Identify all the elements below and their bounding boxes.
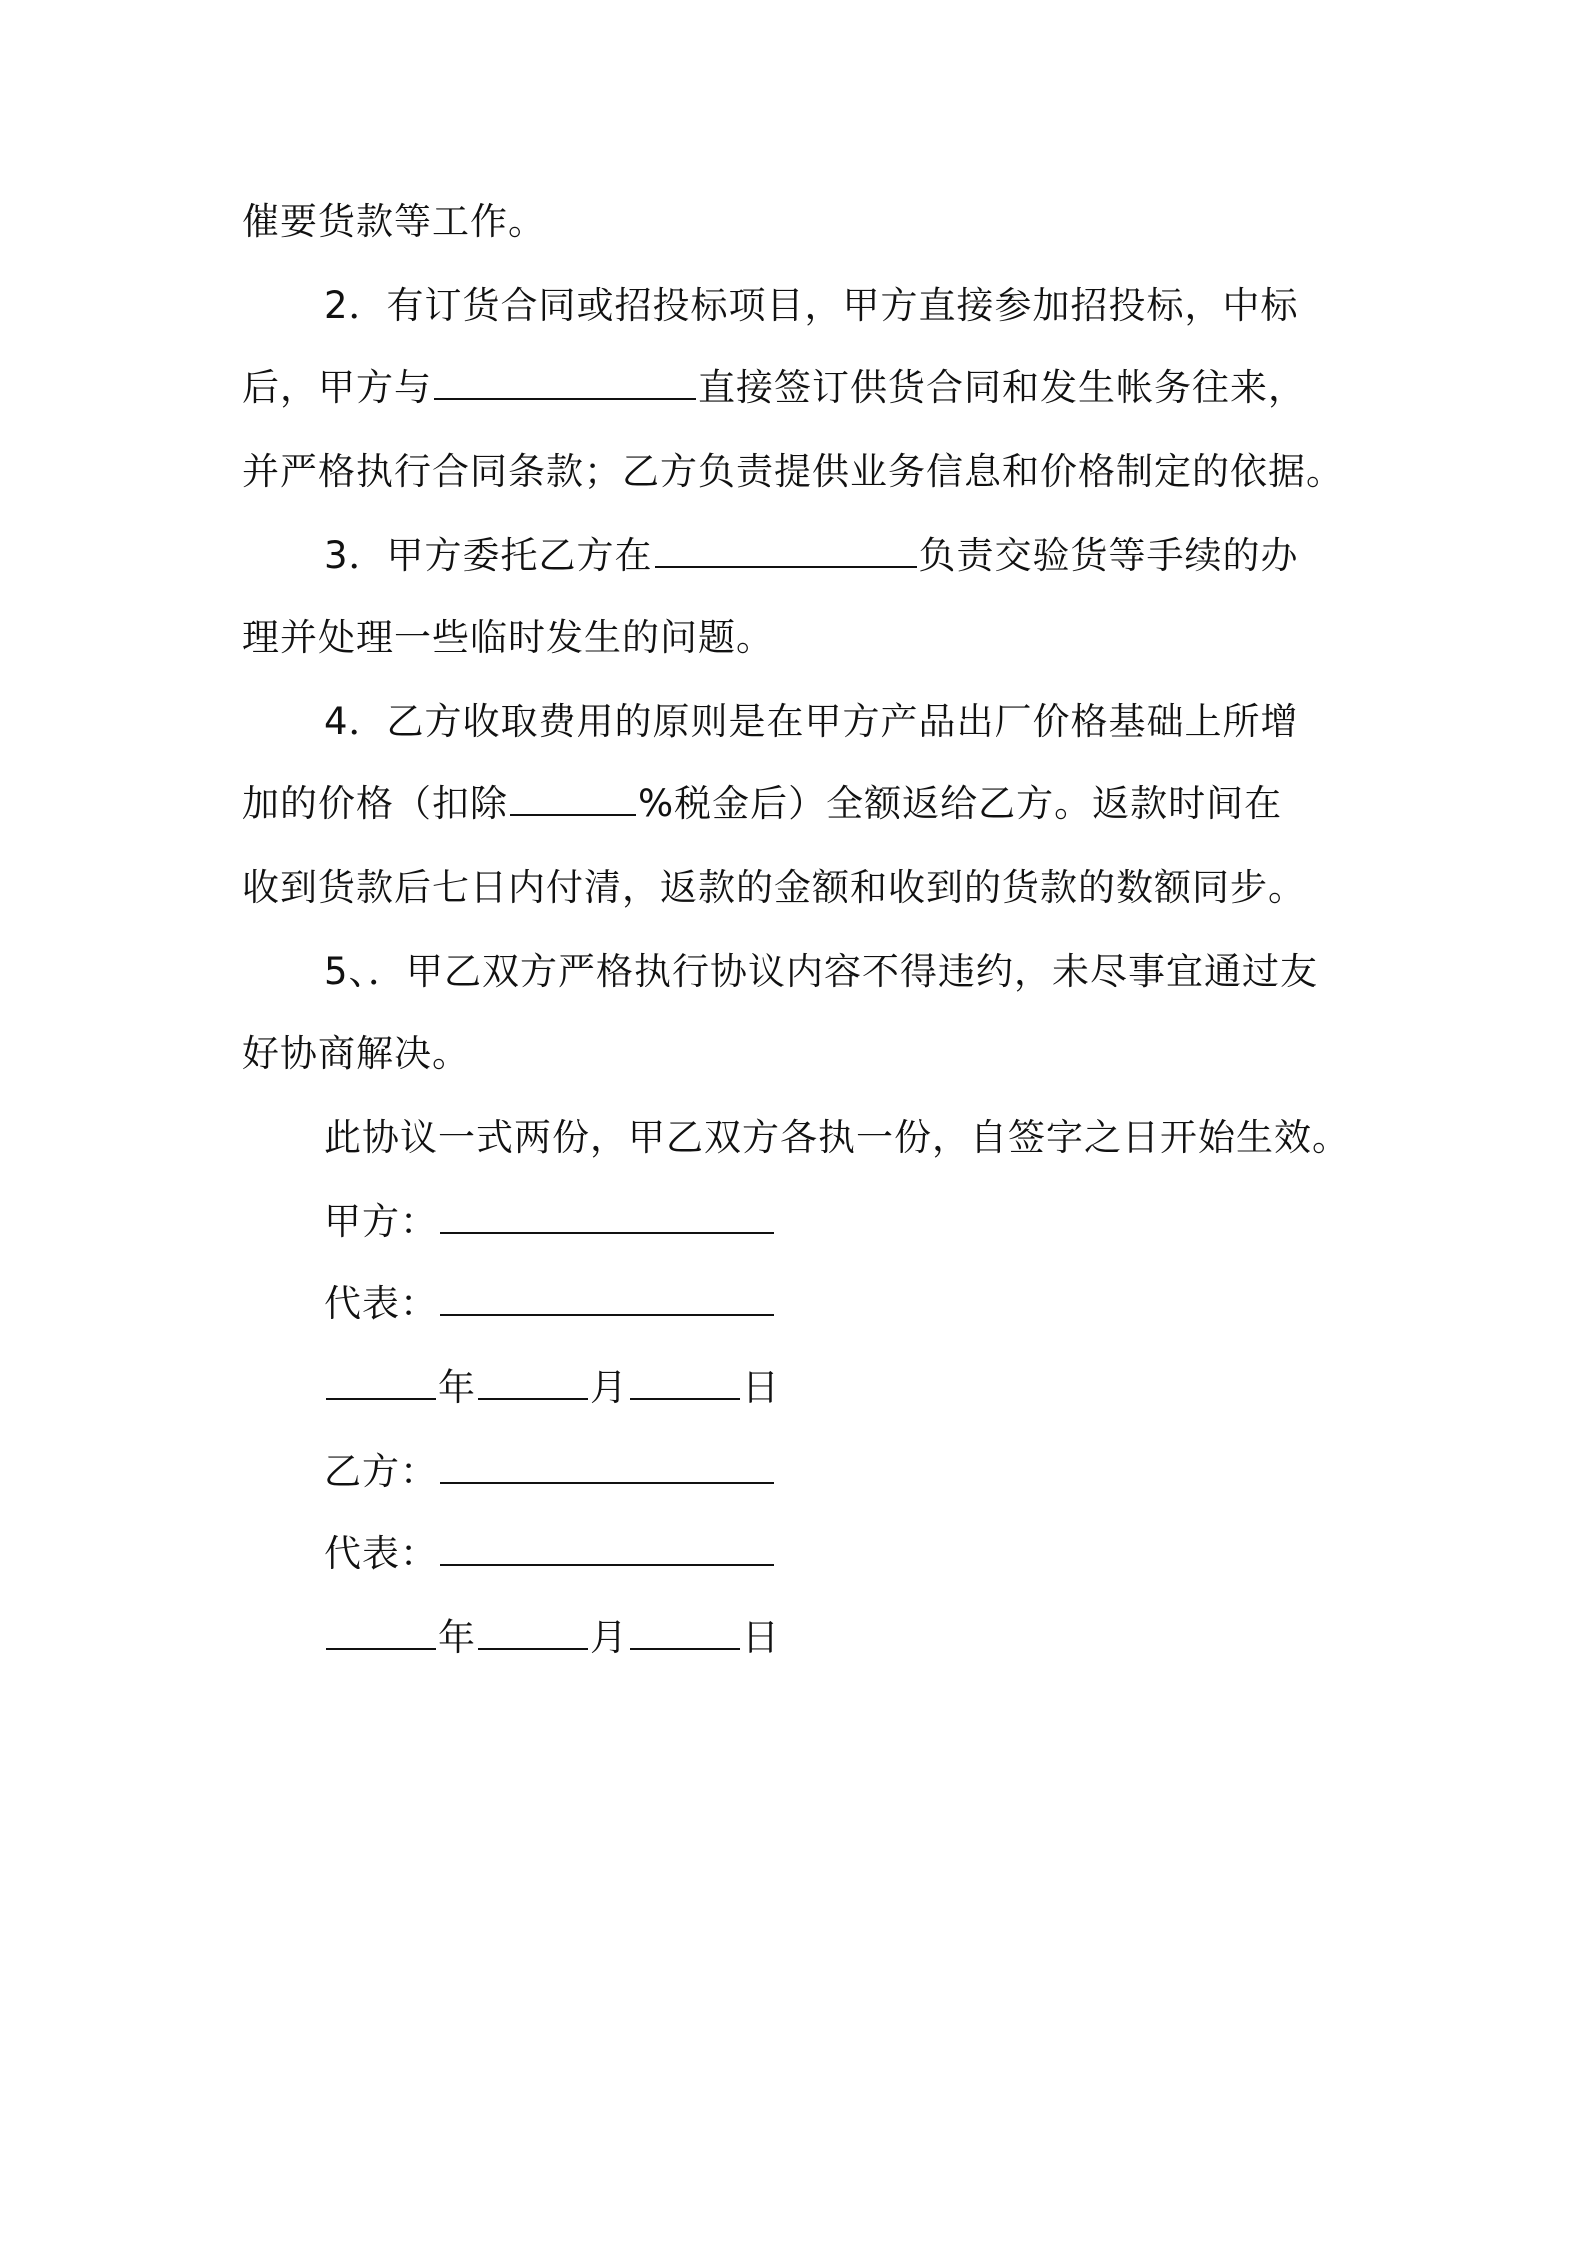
paragraph-line [242, 196, 1382, 248]
text-fragment: 收到货款后七日内付清，返款的金额和收到的货款的数额同步。 [242, 866, 1306, 909]
text-fragment: 后，甲方与 [242, 366, 432, 409]
year-label: 年 [438, 1366, 476, 1409]
fill-in-blank [440, 1530, 774, 1566]
text-fragment: 此协议一式两份，甲乙双方各执一份，自签字之日开始生效。 [324, 1116, 1350, 1159]
month-label: 月 [590, 1366, 628, 1409]
representative-label: 代表： [324, 1532, 438, 1575]
paragraph-line [242, 778, 1382, 830]
paragraph-line [242, 362, 1382, 414]
fill-in-blank [440, 1448, 774, 1484]
fill-in-blank [326, 1614, 436, 1650]
text-fragment: 并严格执行合同条款；乙方负责提供业务信息和价格制定的依据。 [242, 450, 1344, 493]
fill-in-blank [326, 1364, 436, 1400]
text-fragment: 催要货款等工作。 [242, 200, 546, 243]
party-a-representative-line [324, 1278, 776, 1330]
fill-in-blank [478, 1364, 588, 1400]
party-a-signature-line [324, 1196, 776, 1248]
paragraph-line [324, 946, 1464, 998]
representative-label: 代表： [324, 1282, 438, 1325]
paragraph-line [242, 862, 1382, 914]
paragraph-line [242, 612, 1382, 664]
text-fragment: 理并处理一些临时发生的问题。 [242, 616, 774, 659]
party-b-date-line [324, 1612, 780, 1664]
paragraph-line [242, 1028, 1382, 1080]
fill-in-blank [655, 532, 917, 568]
party-a-label: 甲方： [324, 1200, 438, 1243]
fill-in-blank [630, 1614, 740, 1650]
text-fragment: 3．甲方委托乙方在 [324, 534, 653, 577]
text-fragment: 2．有订货合同或招投标项目，甲方直接参加招投标，中标 [324, 284, 1299, 327]
text-fragment: 直接签订供货合同和发生帐务往来， [698, 366, 1306, 409]
paragraph-line [242, 446, 1382, 498]
text-fragment: %税金后）全额返给乙方。返款时间在 [638, 782, 1283, 825]
party-b-signature-line [324, 1446, 776, 1498]
paragraph-line [324, 1112, 1464, 1164]
text-fragment: 好协商解决。 [242, 1032, 470, 1075]
fill-in-blank [478, 1614, 588, 1650]
party-b-label: 乙方： [324, 1450, 438, 1493]
fill-in-blank [440, 1198, 774, 1234]
fill-in-blank [510, 780, 636, 816]
year-label: 年 [438, 1616, 476, 1659]
text-fragment: 4．乙方收取费用的原则是在甲方产品出厂价格基础上所增 [324, 700, 1299, 743]
paragraph-line [324, 280, 1464, 332]
party-a-date-line [324, 1362, 780, 1414]
text-fragment: 加的价格（扣除 [242, 782, 508, 825]
text-fragment: 5、．甲乙双方严格执行协议内容不得违约，未尽事宜通过友 [324, 950, 1319, 993]
party-b-representative-line [324, 1528, 776, 1580]
fill-in-blank [434, 364, 696, 400]
day-label: 日 [742, 1366, 780, 1409]
paragraph-line [324, 696, 1464, 748]
paragraph-line [324, 530, 1464, 582]
day-label: 日 [742, 1616, 780, 1659]
text-fragment: 负责交验货等手续的办 [918, 534, 1299, 577]
month-label: 月 [590, 1616, 628, 1659]
fill-in-blank [440, 1280, 774, 1316]
fill-in-blank [630, 1364, 740, 1400]
